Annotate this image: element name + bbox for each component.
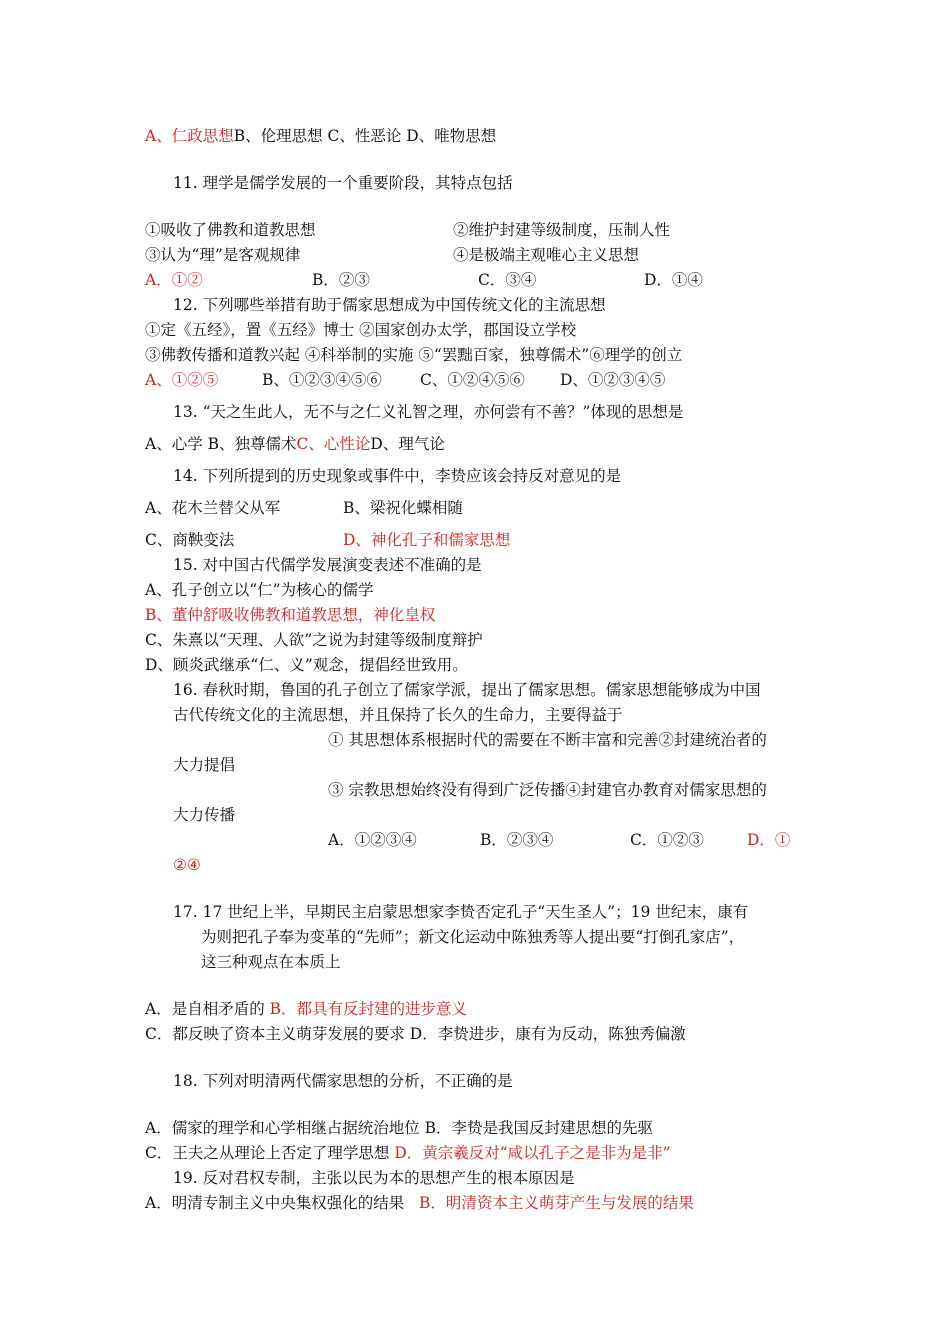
- q11-option-a: A．①②: [145, 271, 203, 289]
- q17-stem-line-3: 这三种观点在本质上: [201, 953, 341, 971]
- q18-option-c: C．王夫之从理论上否定了理学思想: [145, 1144, 390, 1162]
- q11-option-d: D．①④: [644, 271, 703, 289]
- q13-option-ab: A、心学 B、独尊儒术: [145, 435, 297, 453]
- q16-stem-line-2: 古代传统文化的主流思想，并且保持了长久的生命力，主要得益于: [173, 706, 623, 724]
- q19-option-b: B．明清资本主义萌芽产生与发展的结果: [418, 1194, 694, 1212]
- q16-items-line-2-cont: 大力传播: [173, 806, 236, 824]
- q17-options-ab: [145, 999, 467, 1019]
- q11-item-4: ④是极端主观唯心主义思想: [453, 246, 640, 264]
- q11-item-3: ③认为“理”是客观规律: [145, 246, 301, 264]
- q19-options: [145, 1193, 694, 1213]
- q19-option-a: A．明清专制主义中央集权强化的结果: [145, 1194, 405, 1212]
- q16-option-c: C．①②③: [630, 831, 704, 849]
- q15-stem: 15. 对中国古代儒学发展演变表述不准确的是: [173, 556, 482, 574]
- q16-items-line-2: ③ 宗教思想始终没有得到广泛传播④封建官办教育对儒家思想的: [328, 781, 767, 799]
- q16-option-d-cont: ②④: [173, 856, 201, 874]
- q11-stem: 11. 理学是儒学发展的一个重要阶段，其特点包括: [173, 174, 513, 192]
- q13-option-c: C、心性论: [296, 435, 371, 453]
- q12-option-b: B、①②③④⑤⑥: [262, 371, 382, 389]
- q18-options-cd: [145, 1143, 671, 1163]
- q11-option-b: B．②③: [312, 271, 370, 289]
- q19-stem: 19. 反对君权专制，主张以民为本的思想产生的根本原因是: [173, 1169, 575, 1187]
- q10-option-a: A、仁政思想: [145, 127, 234, 145]
- q12-option-a: A、①②⑤: [145, 371, 219, 389]
- q15-option-d: D、顾炎武继承“仁、义”观念，提倡经世致用。: [145, 656, 468, 674]
- q18-stem: 18. 下列对明清两代儒家思想的分析，不正确的是: [173, 1072, 513, 1090]
- q17-options-cd: C．都反映了资本主义萌芽发展的要求 D．李贽进步，康有为反动，陈独秀偏激: [145, 1025, 686, 1043]
- q12-items-line-1: ①定《五经》，置《五经》博士 ②国家创办太学，郡国设立学校: [145, 321, 577, 339]
- q11-item-1: ①吸收了佛教和道教思想: [145, 221, 316, 239]
- q14-stem: 14. 下列所提到的历史现象或事件中，李贽应该会持反对意见的是: [173, 467, 622, 485]
- q16-option-a: A．①②③④: [328, 831, 417, 849]
- q17-option-b: B．都具有反封建的进步意义: [269, 1000, 468, 1018]
- q12-option-c: C、①②④⑤⑥: [420, 371, 525, 389]
- q11-option-c: C．③④: [478, 271, 537, 289]
- q13-option-d: D、理气论: [370, 435, 445, 453]
- q16-items-line-1-cont: 大力提倡: [173, 756, 236, 774]
- q13-options: [145, 434, 445, 454]
- q16-option-b: B．②③④: [480, 831, 554, 849]
- q14-option-d: D、神化孔子和儒家思想: [343, 531, 511, 549]
- q16-stem-line-1: 16. 春秋时期，鲁国的孔子创立了儒家学派，提出了儒家思想。儒家思想能够成为中国: [173, 681, 761, 699]
- q15-option-c: C、朱熹以“天理、人欲”之说为封建等级制度辩护: [145, 631, 483, 649]
- q12-stem: 12. 下列哪些举措有助于儒家思想成为中国传统文化的主流思想: [173, 296, 606, 314]
- q17-option-a: A．是自相矛盾的: [145, 1000, 265, 1018]
- q12-items-line-2: ③佛教传播和道教兴起 ④科举制的实施 ⑤“罢黜百家，独尊儒术”⑥理学的创立: [145, 346, 683, 364]
- q17-stem-line-1: 17. 17 世纪上半，早期民主启蒙思想家李贽否定孔子“天生圣人”；19 世纪末，康有: [173, 903, 749, 921]
- q11-item-2: ②维护封建等级制度，压制人性: [453, 221, 671, 239]
- q15-option-a: A、孔子创立以“仁”为核心的儒学: [145, 581, 374, 599]
- q13-stem: 13. “天之生此人，无不与之仁义礼智之理，亦何尝有不善？”体现的思想是: [173, 403, 684, 421]
- q14-option-c: C、商鞅变法: [145, 531, 235, 549]
- q15-option-b: B、董仲舒吸收佛教和道教思想，神化皇权: [145, 606, 436, 624]
- q14-option-a: A、花木兰替父从军: [145, 499, 281, 517]
- q17-stem-line-2: 为则把孔子奉为变革的“先师”；新文化运动中陈独秀等人提出要“打倒孔家店”，: [201, 928, 745, 946]
- q16-option-d: D．①: [747, 831, 791, 849]
- q14-option-b: B、梁祝化蝶相随: [343, 499, 463, 517]
- q16-items-line-1: ① 其思想体系根据时代的需要在不断丰富和完善②封建统治者的: [328, 731, 767, 749]
- q12-option-d: D、①②③④⑤: [560, 371, 666, 389]
- q10-option-rest: B、伦理思想 C、性恶论 D、唯物思想: [233, 127, 497, 145]
- q18-option-d: D．黄宗羲反对“咸以孔子之是非为是非”: [394, 1144, 671, 1162]
- q10-options: [145, 126, 496, 146]
- q18-options-ab: A．儒家的理学和心学相继占据统治地位 B．李贽是我国反封建思想的先驱: [145, 1119, 654, 1137]
